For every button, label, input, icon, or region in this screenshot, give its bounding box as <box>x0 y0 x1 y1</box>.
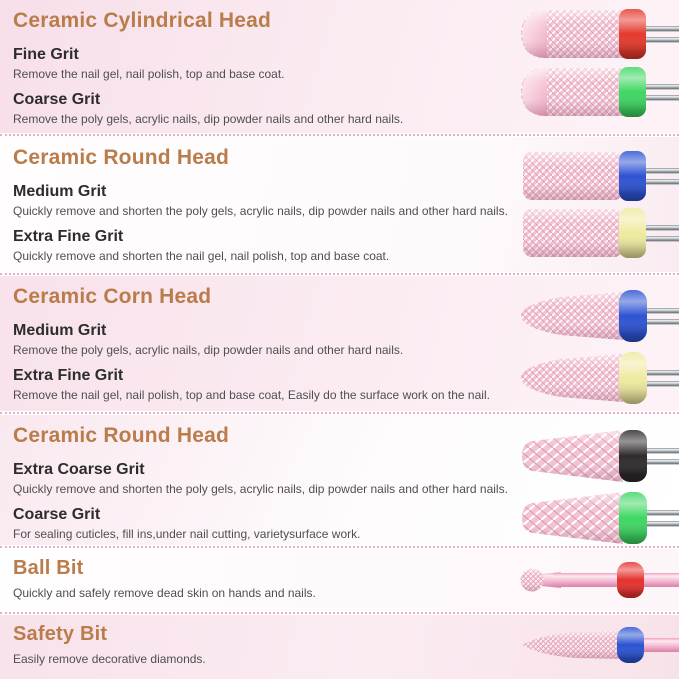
section-title: Safety Bit <box>13 623 108 645</box>
grit-label: Coarse Grit <box>13 91 101 108</box>
section-title: Ceramic Round Head <box>13 424 229 447</box>
grit-description: Remove the nail gel, nail polish, top and base coat, Easily do the surface work on the nail. <box>13 388 490 402</box>
section-ball-bit <box>0 549 679 611</box>
section-ceramic-cylindrical-head <box>0 0 679 133</box>
section-ceramic-corn-head <box>0 276 679 411</box>
section-ceramic-round-head-2 <box>0 415 679 545</box>
grit-label: Coarse Grit <box>13 506 101 523</box>
grit-label: Medium Grit <box>13 322 107 339</box>
grit-description: Remove the poly gels, acrylic nails, dip powder nails and other hard nails. <box>13 112 404 126</box>
grit-description: Easily remove decorative diamonds. <box>13 652 206 666</box>
section-safety-bit <box>0 615 679 679</box>
section-title: Ceramic Corn Head <box>13 285 212 308</box>
grit-label: Fine Grit <box>13 46 79 63</box>
grit-description: Quickly and safely remove dead skin on hands and nails. <box>13 586 316 600</box>
ball-bit-red-collar-image <box>517 560 679 600</box>
grit-label: Extra Fine Grit <box>13 367 124 384</box>
section-title: Ball Bit <box>13 557 84 579</box>
cylindrical-bit-red-collar-image <box>517 6 679 62</box>
section-ceramic-round-head-1 <box>0 137 679 272</box>
grit-description: Quickly remove and shorten the nail gel, nail polish, top and base coat. <box>13 249 390 263</box>
safety-bit-blue-collar-image <box>517 625 679 665</box>
grit-description: Remove the nail gel, nail polish, top and base coat. <box>13 67 285 81</box>
taper-bit-black-collar-image <box>517 428 679 484</box>
grit-label: Extra Fine Grit <box>13 228 124 245</box>
corn-bit-blue-collar-image <box>517 288 679 344</box>
grit-description: Quickly remove and shorten the poly gels, acrylic nails, dip powder nails and other hard nails. <box>13 482 508 496</box>
taper-bit-green-collar-image <box>517 490 679 546</box>
grit-label: Extra Coarse Grit <box>13 461 145 478</box>
round-head-bit-blue-collar-image <box>517 148 679 204</box>
cylindrical-bit-green-collar-image <box>517 64 679 120</box>
section-title: Ceramic Round Head <box>13 146 229 169</box>
grit-label: Medium Grit <box>13 183 107 200</box>
round-head-bit-yellow-collar-image <box>517 205 679 261</box>
corn-bit-yellow-collar-image <box>517 350 679 406</box>
grit-description: For sealing cuticles, fill ins,under nail cutting, varietysurface work. <box>13 527 361 541</box>
section-title: Ceramic Cylindrical Head <box>13 9 272 32</box>
grit-description: Remove the poly gels, acrylic nails, dip powder nails and other hard nails. <box>13 343 404 357</box>
grit-description: Quickly remove and shorten the poly gels, acrylic nails, dip powder nails and other hard nails. <box>13 204 508 218</box>
